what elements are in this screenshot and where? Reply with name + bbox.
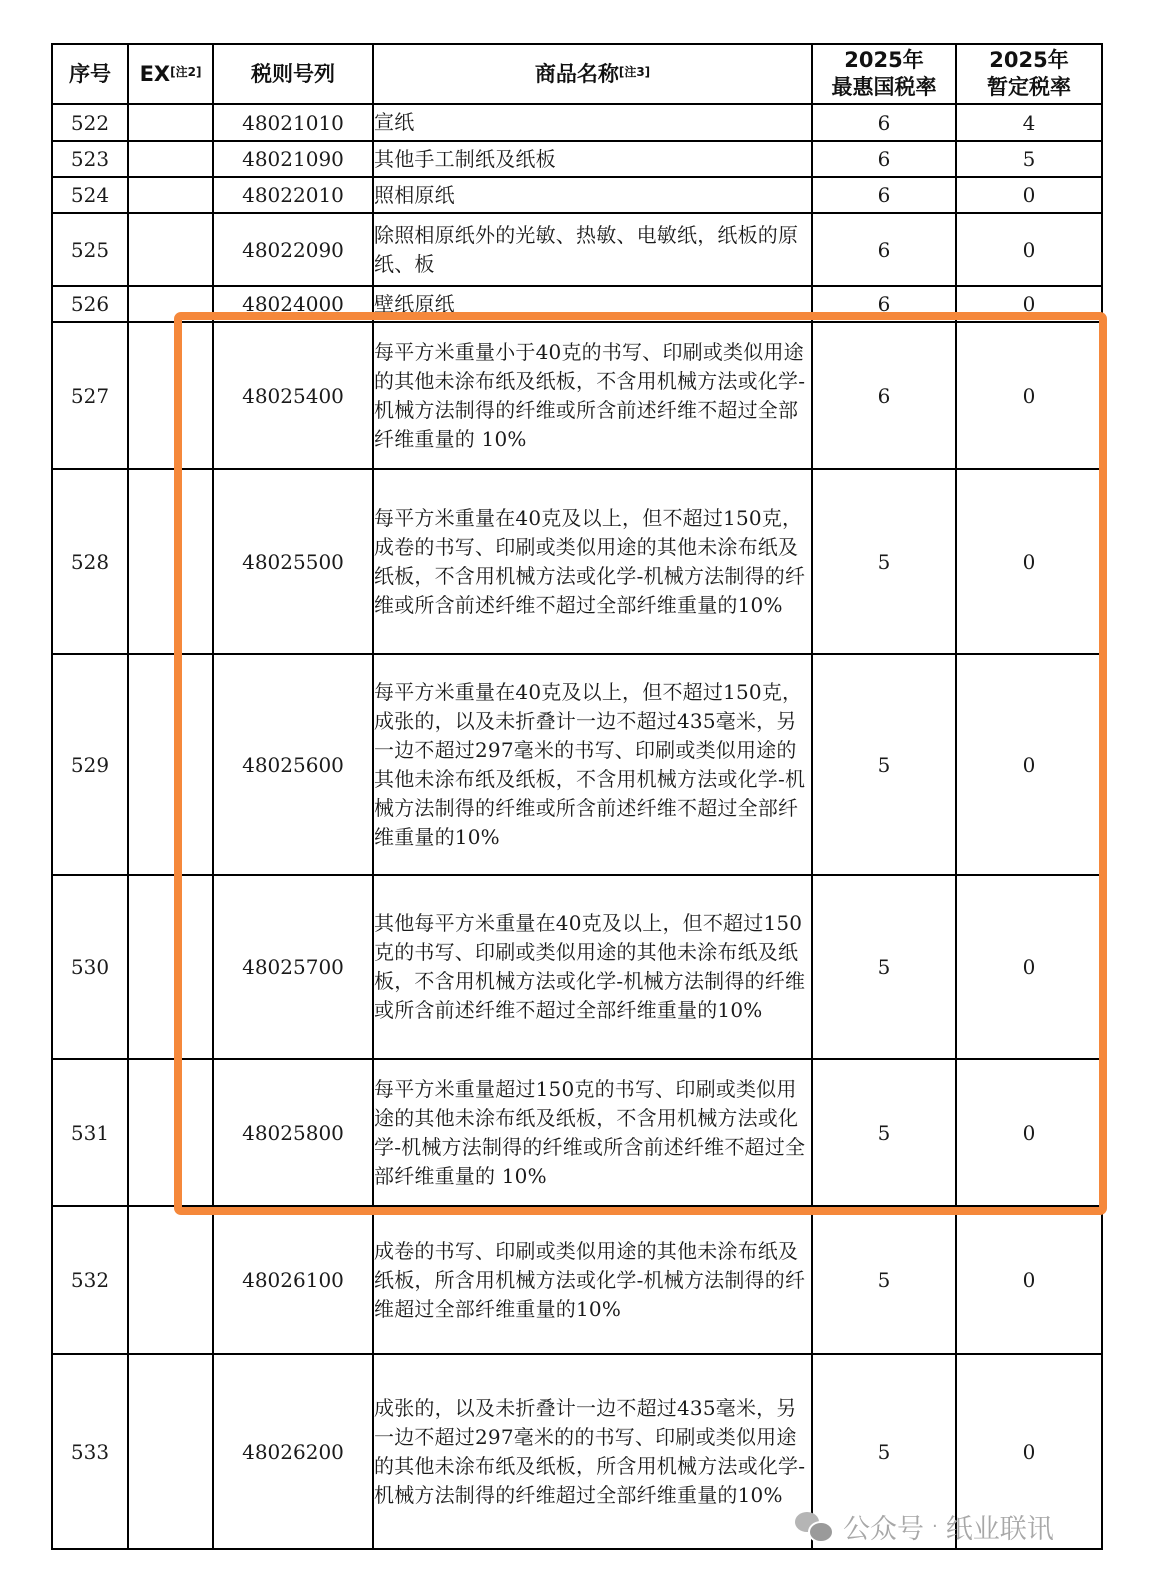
watermark-account: 纸业联讯 (945, 1513, 1054, 1545)
cell-seq: 526 (52, 286, 128, 322)
cell-name: 每平方米重量超过150克的书写、印刷或类似用途的其他未涂布纸及纸板，不含用机械方法或化学-机械方法制得的纤维或所含前述纤维不超过全部纤维重量的 10% (373, 1059, 812, 1206)
header-prov-year: 2025年 (989, 48, 1069, 72)
cell-seq: 532 (52, 1206, 128, 1354)
table-header-row (52, 44, 1102, 104)
cell-mfn-rate: 6 (812, 213, 956, 286)
cell-seq: 533 (52, 1354, 128, 1549)
cell-ex (128, 177, 213, 213)
cell-provisional-rate: 0 (956, 1354, 1102, 1549)
cell-name: 照相原纸 (373, 177, 812, 213)
table-row (52, 286, 1102, 322)
cell-code: 48025500 (213, 469, 373, 654)
cell-ex (128, 1206, 213, 1354)
cell-seq: 531 (52, 1059, 128, 1206)
cell-code: 48025700 (213, 875, 373, 1059)
cell-name: 除照相原纸外的光敏、热敏、电敏纸，纸板的原纸、板 (373, 213, 812, 286)
header-name-note: [注3] (618, 64, 651, 79)
cell-provisional-rate: 0 (956, 875, 1102, 1059)
cell-seq: 527 (52, 322, 128, 469)
cell-name: 成卷的书写、印刷或类似用途的其他未涂布纸及纸板，所含用机械方法或化学-机械方法制得的纤维超过全部纤维重量的10% (373, 1206, 812, 1354)
cell-mfn-rate: 5 (812, 1354, 956, 1549)
watermark-separator: · (932, 1515, 938, 1537)
cell-mfn-rate: 5 (812, 654, 956, 875)
tariff-table (51, 43, 1103, 1550)
header-seq-label: 序号 (69, 61, 111, 86)
cell-provisional-rate: 0 (956, 286, 1102, 322)
cell-provisional-rate: 0 (956, 654, 1102, 875)
header-seq (52, 44, 128, 104)
header-mfn-label: 最惠国税率 (831, 75, 937, 99)
cell-code: 48021090 (213, 141, 373, 177)
cell-provisional-rate: 0 (956, 1059, 1102, 1206)
cell-code: 48025600 (213, 654, 373, 875)
wechat-icon (795, 1510, 835, 1542)
cell-provisional-rate: 0 (956, 322, 1102, 469)
cell-provisional-rate: 0 (956, 469, 1102, 654)
cell-name: 每平方米重量小于40克的书写、印刷或类似用途的其他未涂布纸及纸板，不含用机械方法或化学-机械方法制得的纤维或所含前述纤维不超过全部纤维重量的 10% (373, 322, 812, 469)
cell-ex (128, 1059, 213, 1206)
header-code-label: 税则号列 (251, 61, 335, 86)
header-name (373, 44, 812, 104)
header-ex-note: [注2] (170, 64, 202, 79)
cell-name: 每平方米重量在40克及以上，但不超过150克，成卷的书写、印刷或类似用途的其他未涂布纸及纸板，不含用机械方法或化学-机械方法制得的纤维或所含前述纤维不超过全部纤维重量的10% (373, 469, 812, 654)
header-ex (128, 44, 213, 104)
cell-code: 48024000 (213, 286, 373, 322)
table-row (52, 1206, 1102, 1354)
cell-mfn-rate: 5 (812, 1206, 956, 1354)
cell-seq: 523 (52, 141, 128, 177)
header-mfn-rate (812, 44, 956, 104)
table-row (52, 177, 1102, 213)
cell-ex (128, 286, 213, 322)
table-row (52, 141, 1102, 177)
cell-ex (128, 1354, 213, 1549)
cell-mfn-rate: 6 (812, 104, 956, 141)
header-provisional-rate (956, 44, 1102, 104)
cell-name: 每平方米重量在40克及以上，但不超过150克，成张的，以及未折叠计一边不超过435毫米，另一边不超过297毫米的书写、印刷或类似用途的其他未涂布纸及纸板，不含用机械方法或化学-机械方法制得的纤维或所含前述纤维不超过全部纤维重量的10% (373, 654, 812, 875)
cell-name: 壁纸原纸 (373, 286, 812, 322)
cell-name: 其他手工制纸及纸板 (373, 141, 812, 177)
cell-code: 48022090 (213, 213, 373, 286)
cell-ex (128, 469, 213, 654)
watermark (795, 1508, 1054, 1544)
cell-seq: 528 (52, 469, 128, 654)
cell-mfn-rate: 5 (812, 469, 956, 654)
cell-ex (128, 875, 213, 1059)
cell-name: 成张的，以及未折叠计一边不超过435毫米，另一边不超过297毫米的的书写、印刷或类似用途的其他未涂布纸及纸板，所含用机械方法或化学-机械方法制得的纤维超过全部纤维重量的10% (373, 1354, 812, 1549)
table-row (52, 104, 1102, 141)
cell-seq: 529 (52, 654, 128, 875)
table-row (52, 875, 1102, 1059)
cell-code: 48025800 (213, 1059, 373, 1206)
table-row (52, 322, 1102, 469)
cell-ex (128, 322, 213, 469)
cell-mfn-rate: 5 (812, 875, 956, 1059)
cell-seq: 525 (52, 213, 128, 286)
cell-seq: 522 (52, 104, 128, 141)
header-ex-label: EX (139, 61, 171, 86)
cell-name: 其他每平方米重量在40克及以上，但不超过150克的书写、印刷或类似用途的其他未涂布纸及纸板，不含用机械方法或化学-机械方法制得的纤维或所含前述纤维不超过全部纤维重量的10% (373, 875, 812, 1059)
cell-mfn-rate: 6 (812, 177, 956, 213)
cell-mfn-rate: 5 (812, 1059, 956, 1206)
cell-provisional-rate: 0 (956, 1206, 1102, 1354)
header-mfn-year: 2025年 (844, 48, 924, 72)
cell-provisional-rate: 4 (956, 104, 1102, 141)
header-name-label: 商品名称 (534, 61, 619, 86)
cell-code: 48026100 (213, 1206, 373, 1354)
cell-provisional-rate: 5 (956, 141, 1102, 177)
cell-code: 48025400 (213, 322, 373, 469)
cell-ex (128, 654, 213, 875)
table-row (52, 654, 1102, 875)
cell-code: 48022010 (213, 177, 373, 213)
header-code (213, 44, 373, 104)
cell-code: 48021010 (213, 104, 373, 141)
cell-seq: 530 (52, 875, 128, 1059)
table-row (52, 469, 1102, 654)
cell-mfn-rate: 6 (812, 322, 956, 469)
cell-mfn-rate: 6 (812, 286, 956, 322)
watermark-label: 公众号 (843, 1513, 924, 1545)
cell-ex (128, 141, 213, 177)
cell-ex (128, 104, 213, 141)
cell-provisional-rate: 0 (956, 177, 1102, 213)
cell-name: 宣纸 (373, 104, 812, 141)
cell-seq: 524 (52, 177, 128, 213)
cell-code: 48026200 (213, 1354, 373, 1549)
table-row (52, 213, 1102, 286)
table-row (52, 1059, 1102, 1206)
header-prov-label: 暂定税率 (987, 75, 1071, 99)
cell-provisional-rate: 0 (956, 213, 1102, 286)
cell-ex (128, 213, 213, 286)
cell-mfn-rate: 6 (812, 141, 956, 177)
